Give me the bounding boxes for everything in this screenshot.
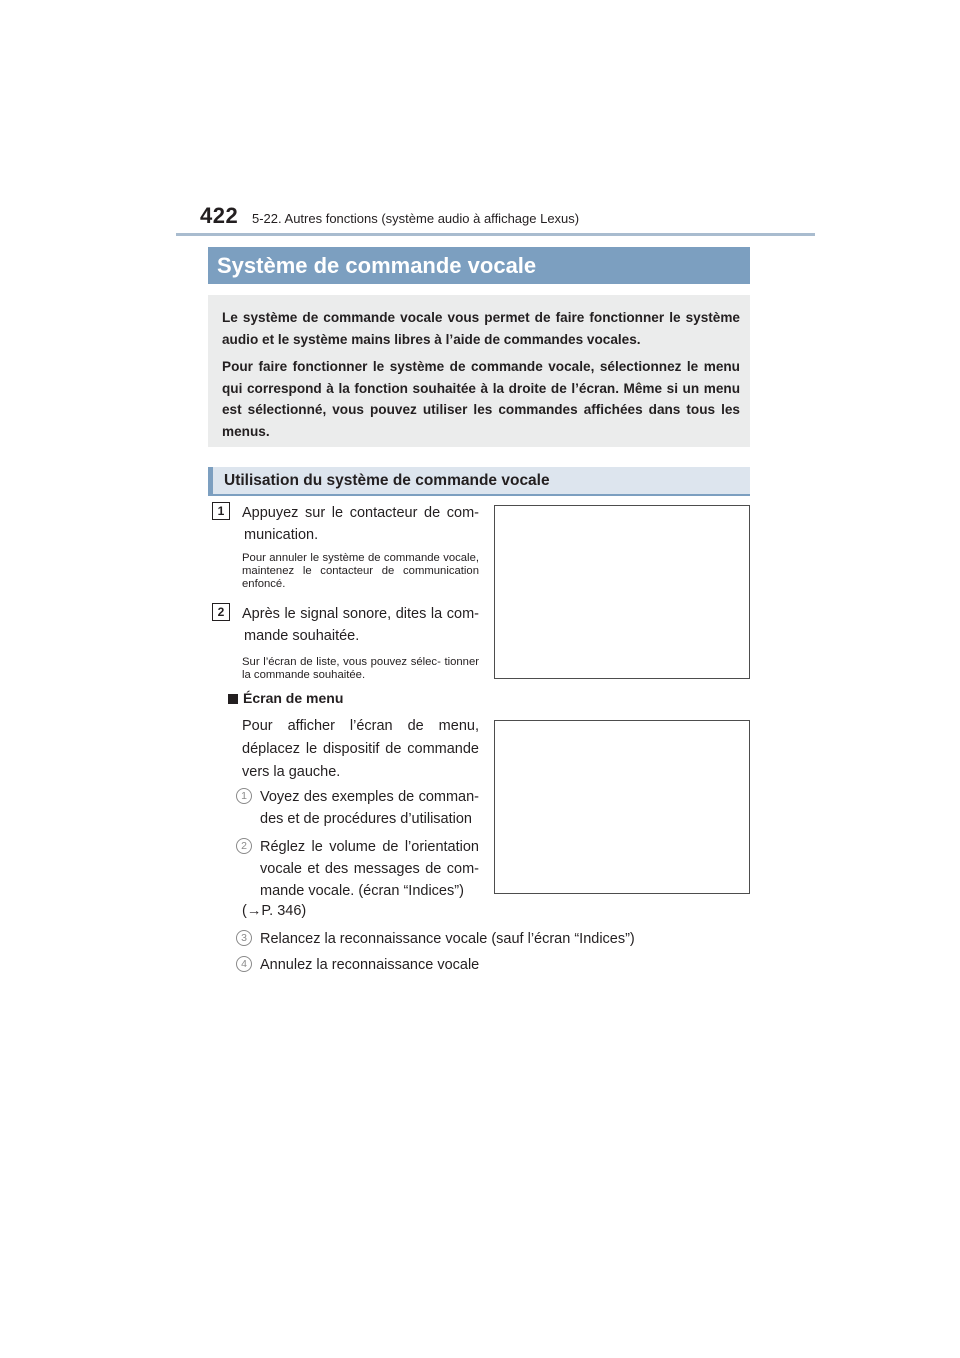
bullet-square-icon: [228, 694, 238, 704]
page-reference-link[interactable]: (→P. 346): [242, 903, 307, 919]
page-number: 422: [200, 203, 239, 228]
callout-4-text: Annulez la reconnaissance vocale: [260, 957, 480, 973]
step-1-line-1: Appuyez sur le contacteur de com-: [242, 505, 479, 521]
section-title: Système de commande vocale: [208, 247, 750, 284]
callout-number-2: 2: [236, 838, 252, 854]
menu-screen-text: Pour afficher l’écran de menu, déplacez le dispositif de commande vers la gauche.: [242, 718, 479, 780]
intro-paragraph-2: Pour faire fonctionner le système de commande vocale, sélectionnez le menu qui correspond à la fonction souhaitée à la droite de l’écran. Même si un menu est sélectionné, vous pouvez utiliser les commandes affichées dans tous les menus.: [222, 359, 740, 439]
callout-3-text: Relancez la reconnaissance vocale (sauf l’écran “Indices”): [260, 931, 635, 947]
step-2-line-2: mande souhaitée.: [244, 628, 360, 644]
callout-1-text: Voyez des exemples de comman- des et de procédures d’utilisation: [260, 789, 479, 827]
step-2-text: [242, 603, 479, 647]
step-1-line-2: munication.: [244, 527, 319, 543]
subsection-title: Utilisation du système de commande vocale: [208, 467, 750, 496]
callout-number-3: 3: [236, 930, 252, 946]
callout-2-text: Réglez le volume de l’orientation vocale et des messages de com- mande vocale. (écran “Indices”): [260, 839, 479, 899]
header-divider: [176, 233, 815, 236]
intro-paragraph-1: Le système de commande vocale vous permet de faire fonctionner le système audio et le système mains libres à l’aide de commandes vocales.: [222, 310, 740, 347]
intro-box: [208, 295, 750, 447]
step-2-line-1: Après le signal sonore, dites la com-: [242, 606, 479, 622]
step-1-note: Pour annuler le système de commande vocale, maintenez le contacteur de communication enfoncé.: [242, 552, 479, 590]
illustration-menu-screen: [494, 720, 750, 894]
illustration-steering-switch: [494, 505, 750, 679]
chapter-title: 5-22. Autres fonctions (système audio à affichage Lexus): [252, 211, 580, 226]
menu-screen-heading: Écran de menu: [243, 690, 344, 706]
step-1-text: [242, 502, 479, 546]
callout-number-4: 4: [236, 956, 252, 972]
step-badge-2: 2: [212, 603, 230, 621]
step-2-note: Sur l’écran de liste, vous pouvez sélec- tionner la commande souhaitée.: [242, 656, 479, 681]
callout-number-1: 1: [236, 788, 252, 804]
step-badge-1: 1: [212, 502, 230, 520]
